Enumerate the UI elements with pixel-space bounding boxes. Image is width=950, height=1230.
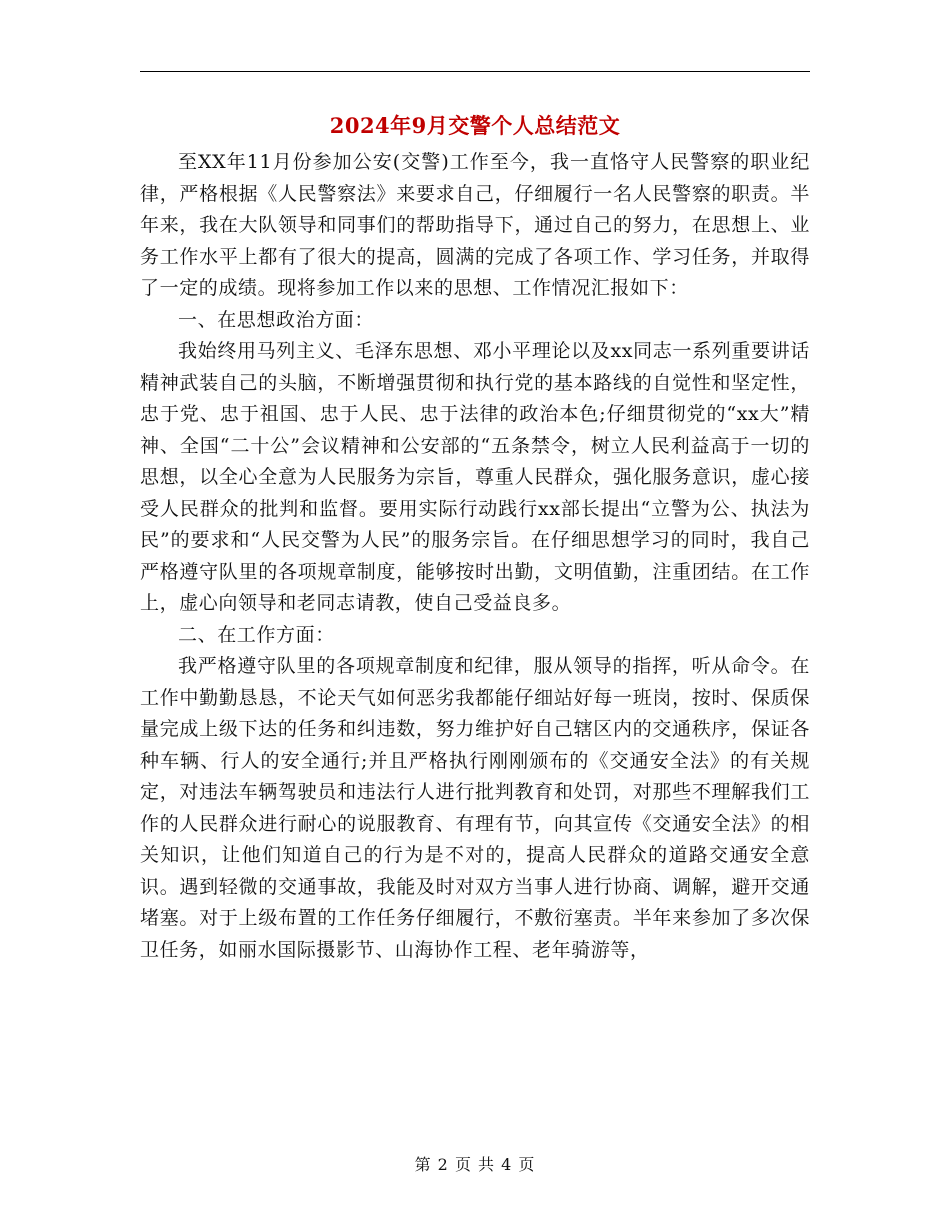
paragraph-work: 我严格遵守队里的各项规章制度和纪律，服从领导的指挥，听从命令。在工作中勤勤恳恳，不论天气如何恶劣我都能仔细站好每一班岗，按时、保质保量完成上级下达的任务和纠违数，努力维护好自己辖区内的交通秩序，保证各种车辆、行人的安全通行;并且严格执行刚刚颁布的《交通安全法》的有关规定，对违法车辆驾驶员和违法行人进行批判教育和处罚，对那些不理解我们工作的人民群众进行耐心的说服教育、有理有节，向其宣传《交通安全法》的相关知识，让他们知道自己的行为是不对的，提高人民群众的道路交通安全意识。遇到轻微的交通事故，我能及时对双方当事人进行协商、调解，避开交通堵塞。对于上级布置的工作任务仔细履行，不敷衍塞责。半年来参加了多次保卫任务，如丽水国际摄影节、山海协作工程、老年骑游等， xyxy=(140,655,810,961)
section-heading-work: 二、在工作方面： xyxy=(178,623,335,646)
section-heading-ideology: 一、在思想政治方面： xyxy=(178,308,375,331)
document-title: 2024年9月交警个人总结范文 xyxy=(329,113,621,138)
paragraph-intro: 至XX年11月份参加公安(交警)工作至今，我一直恪守人民警察的职业纪律，严格根据《人民警察法》来要求自己，仔细履行一名人民警察的职责。半年来，我在大队领导和同事们的帮助指导下，通过自己的努力，在思想上、业务工作水平上都有了很大的提高，圆满的完成了各项工作、学习任务，并取得了一定的成绩。现将参加工作以来的思想、工作情况汇报如下： xyxy=(140,151,810,299)
page-number-footer: 第 2 页 共 4 页 xyxy=(414,1155,536,1174)
header-rule xyxy=(140,71,810,72)
paragraph-ideology: 我始终用马列主义、毛泽东思想、邓小平理论以及xx同志一系列重要讲话精神武装自己的头脑，不断增强贯彻和执行党的基本路线的自觉性和坚定性，忠于党、忠于祖国、忠于人民、忠于法律的政治本色;仔细贯彻党的“xx大”精神、全国“二十公”会议精神和公安部的“五条禁令，树立人民利益高于一切的思想，以全心全意为人民服务为宗旨，尊重人民群众，强化服务意识，虚心接受人民群众的批判和监督。要用实际行动践行xx部长提出“立警为公、执法为民”的要求和“人民交警为人民”的服务宗旨。在仔细思想学习的同时，我自己严格遵守队里的各项规章制度，能够按时出勤，文明值勤，注重团结。在工作上，虚心向领导和老同志请教，使自己受益良多。 xyxy=(140,340,810,614)
document-body xyxy=(140,147,810,966)
